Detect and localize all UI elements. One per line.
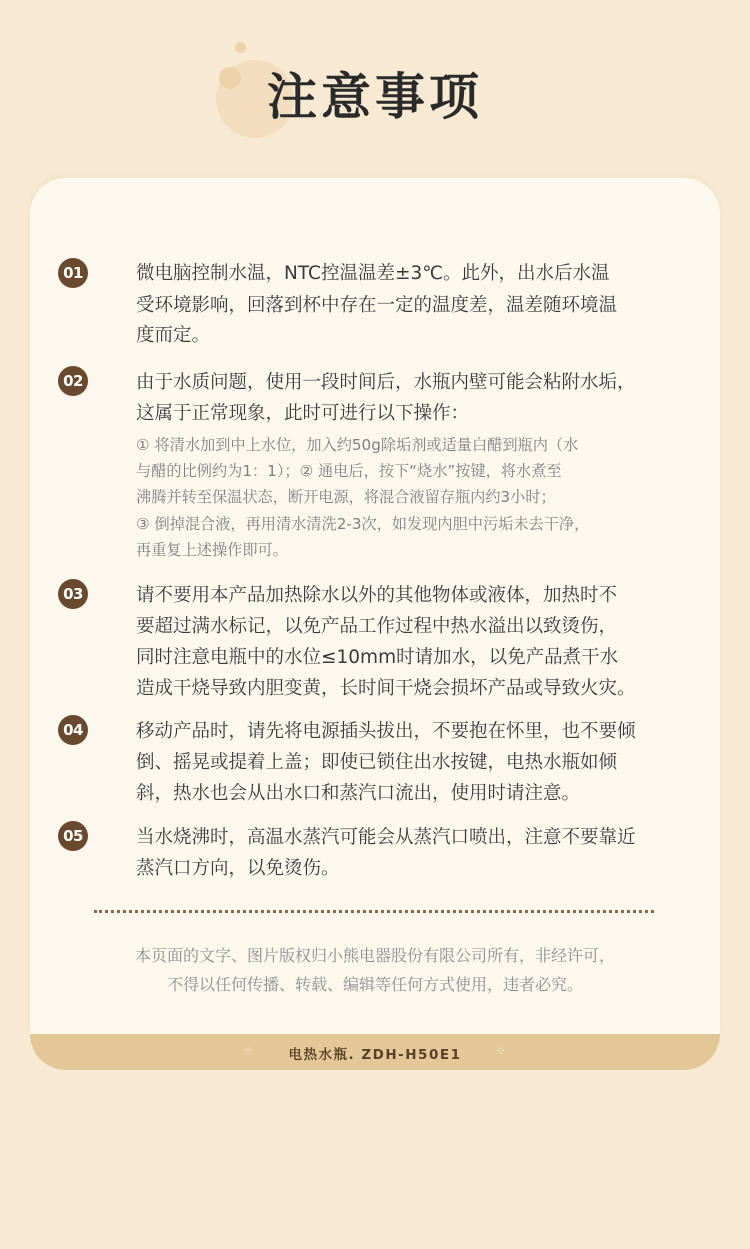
item-text-line: 蒸汽口方向，以免烫伤。 bbox=[136, 858, 340, 879]
item-subtext-line: ③ 倒掉混合液，再用清水清洗2-3次，如发现内胆中污垢未去干净， bbox=[136, 515, 590, 533]
sparkle-icon: ⁘ bbox=[243, 1044, 254, 1058]
item-text-line: 微电脑控制水温，NTC控温温差±3℃。此外，出水后水温 bbox=[136, 263, 610, 284]
copyright-notice-line: 不得以任何传播、转载、编辑等任何方式使用，违者必究。 bbox=[166, 975, 583, 994]
copyright-notice-line: 本页面的文字、图片版权归小熊电器股份有限公司所有，非经许可， bbox=[134, 946, 615, 965]
item-text-line: 受环境影响，回落到杯中存在一定的温度差，温差随环境温 bbox=[136, 295, 618, 316]
decorative-circle-small bbox=[235, 42, 246, 53]
item-subtext-line: 沸腾并转至保温状态，断开电源，将混合液留存瓶内约3小时； bbox=[136, 488, 556, 506]
item-subtext-line: ① 将清水加到中上水位，加入约50g除垢剂或适量白醋到瓶内（水 bbox=[136, 436, 579, 454]
item-text-line: 由于水质问题，使用一段时间后，水瓶内壁可能会粘附水垢， bbox=[136, 372, 636, 393]
item-text-line: 造成干烧导致内胆变黄，长时间干烧会损坏产品或导致火灾。 bbox=[136, 678, 636, 699]
item-subtext-line: 与醋的比例约为1：1）；② 通电后，按下“烧水”按键，将水煮至 bbox=[136, 462, 562, 480]
item-text-line: 移动产品时，请先将电源插头拔出，不要抱在怀里，也不要倾 bbox=[136, 721, 636, 742]
item-text-line: 这属于正常现象，此时可进行以下操作： bbox=[136, 403, 470, 424]
page-title: 注意事项 bbox=[267, 68, 483, 126]
item-text-line: 同时注意电瓶中的水位≤10mm时请加水，以免产品煮干水 bbox=[136, 647, 619, 668]
item-text-line: 要超过满水标记，以免产品工作过程中热水溢出以致烫伤， bbox=[136, 616, 618, 637]
item-number-badge: 05 bbox=[58, 821, 88, 851]
item-text-line: 度而定。 bbox=[136, 325, 211, 346]
dotted-divider bbox=[94, 910, 654, 913]
item-text-line: 倒、摇晃或提着上盖；即使已锁住出水按键，电热水瓶如倾 bbox=[136, 752, 618, 773]
item-number-badge: 02 bbox=[58, 366, 88, 396]
item-number-badge: 04 bbox=[58, 715, 88, 745]
item-text-line: 斜，热水也会从出水口和蒸汽口流出，使用时请注意。 bbox=[136, 783, 581, 804]
sparkle-icon: ⁘ bbox=[496, 1044, 507, 1058]
notice-card bbox=[30, 178, 720, 1034]
item-number-badge: 03 bbox=[58, 579, 88, 609]
item-text-line: 请不要用本产品加热除水以外的其他物体或液体，加热时不 bbox=[136, 585, 618, 606]
item-text-line: 当水烧沸时，高温水蒸汽可能会从蒸汽口喷出，注意不要靠近 bbox=[136, 827, 636, 848]
item-subtext-line: 再重复上述操作即可。 bbox=[136, 541, 288, 559]
item-number-badge: 01 bbox=[58, 258, 88, 288]
product-model-label: 电热水瓶. ZDH-H50E1 bbox=[288, 1047, 462, 1063]
